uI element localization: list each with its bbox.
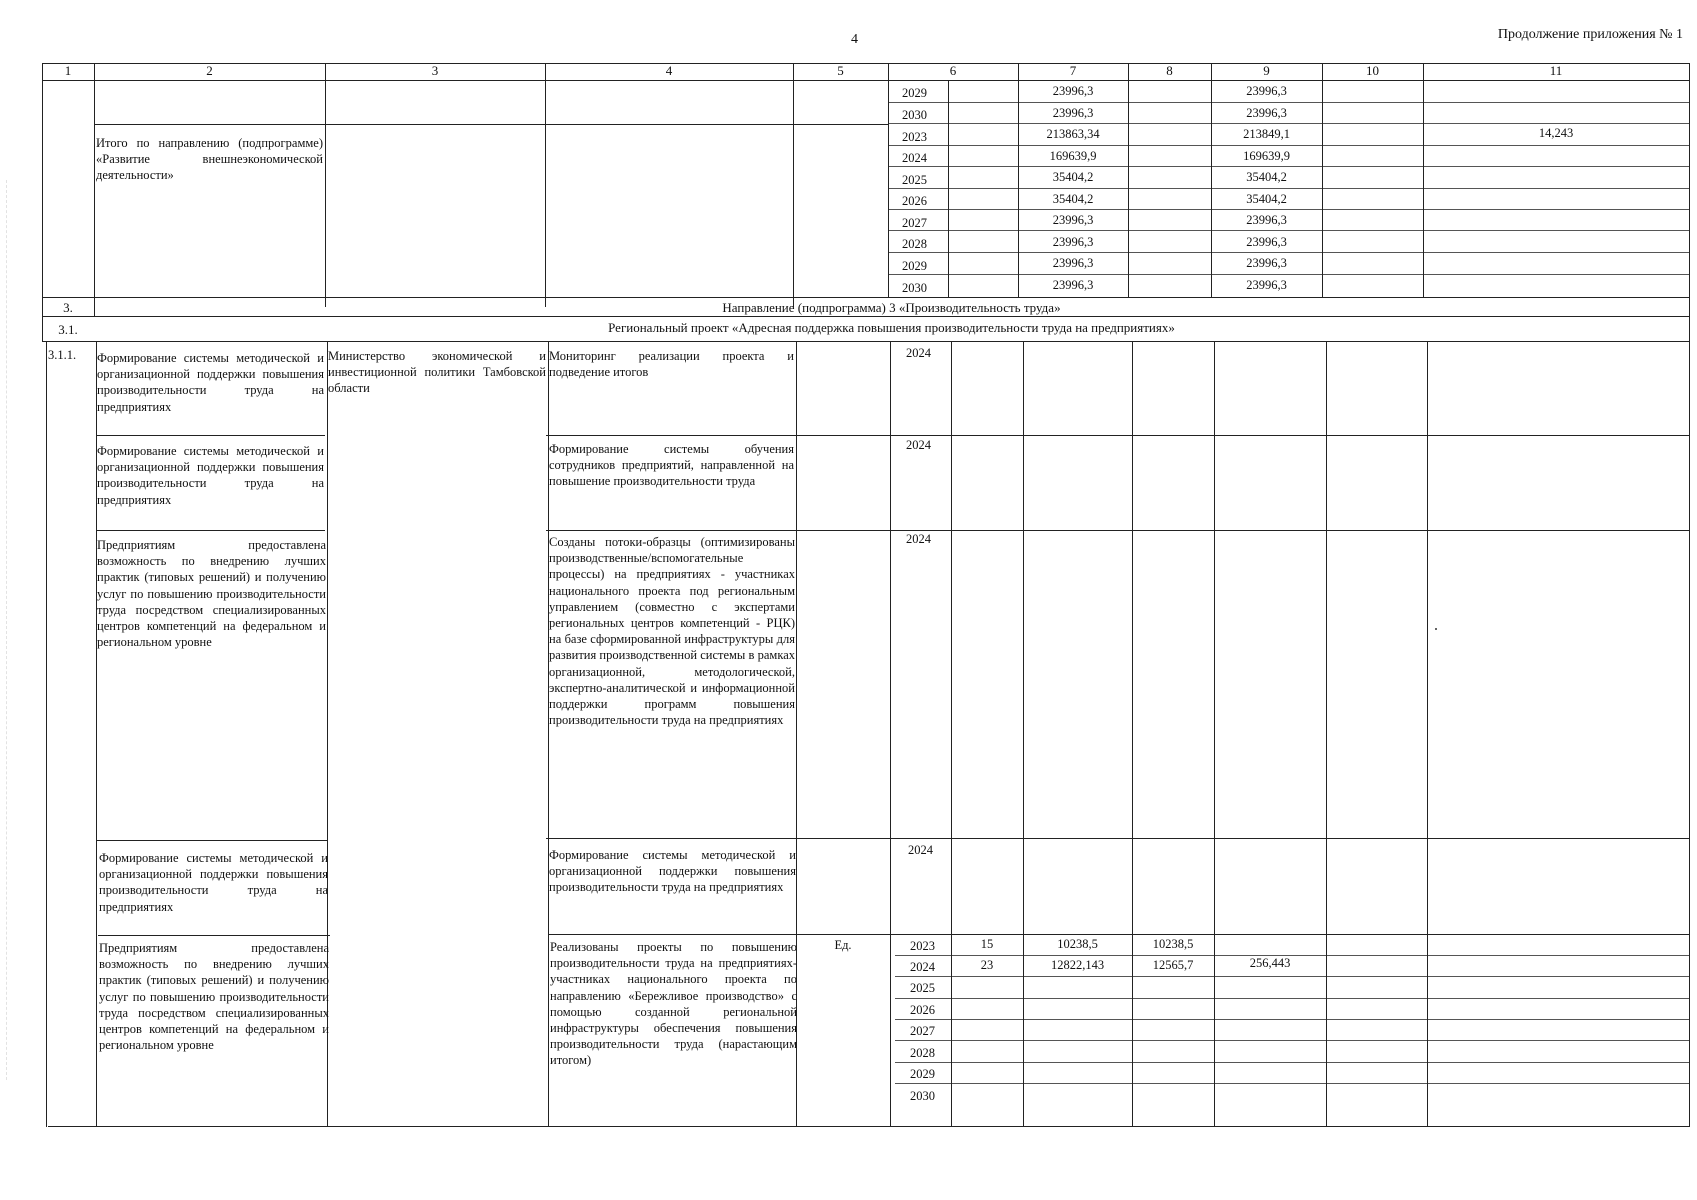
row-line bbox=[888, 102, 1690, 103]
task-name: Предприятиям предоставлена возможность по внедрению лучших практик (типовых решений) и получению услуг по повышению производительности труда посредством специализированных центров компетенций на федеральном и региональном уровне bbox=[97, 538, 326, 650]
year-cell: 2023 bbox=[910, 939, 935, 953]
col-line bbox=[890, 341, 891, 1127]
col-line bbox=[545, 63, 546, 307]
table-bottom-border bbox=[48, 1126, 1690, 1127]
row-line bbox=[546, 838, 1690, 839]
header-bottom-border bbox=[42, 80, 1690, 81]
subsection-number: 3.1. bbox=[58, 322, 78, 337]
stray-mark bbox=[1435, 628, 1437, 630]
col-line bbox=[1322, 63, 1323, 297]
value-cell: 35404,2 bbox=[1052, 170, 1094, 184]
value-cell: 35404,2 bbox=[1246, 170, 1287, 184]
row-line bbox=[42, 297, 1690, 298]
row-line bbox=[888, 209, 1690, 210]
col-line bbox=[1132, 341, 1133, 1127]
row-line bbox=[546, 530, 1690, 531]
section-number: 3. bbox=[63, 300, 73, 315]
col-line bbox=[1689, 63, 1690, 1127]
row-line bbox=[888, 166, 1690, 167]
col-header-1: 1 bbox=[64, 63, 72, 78]
value-cell: 23996,3 bbox=[1052, 278, 1094, 292]
col-line bbox=[1326, 341, 1327, 1127]
row-line bbox=[888, 230, 1690, 231]
year-cell: 2025 bbox=[910, 981, 935, 995]
row-line bbox=[888, 274, 1690, 275]
year-cell: 2030 bbox=[902, 108, 927, 122]
year-cell: 2027 bbox=[910, 1024, 935, 1038]
col-line bbox=[46, 341, 47, 1127]
value-cell: 213863,34 bbox=[1046, 127, 1100, 141]
col-line bbox=[94, 63, 95, 317]
year-cell: 2023 bbox=[902, 130, 927, 144]
value-cell: 23996,3 bbox=[1052, 235, 1094, 249]
year-cell: 2024 bbox=[906, 438, 931, 452]
scan-edge bbox=[6, 180, 7, 1080]
value-cell: 15 bbox=[980, 937, 994, 951]
col-header-8: 8 bbox=[1166, 63, 1173, 78]
row-line bbox=[96, 840, 328, 841]
year-cell: 2024 bbox=[906, 532, 931, 546]
col-line bbox=[1023, 341, 1024, 1127]
value-cell: 23996,3 bbox=[1052, 213, 1094, 227]
task-name: Формирование системы методической и организационной поддержки повышения производительности труда на предприятиях bbox=[97, 444, 324, 507]
row-line bbox=[888, 188, 1690, 189]
value-cell: 23 bbox=[980, 958, 994, 972]
col-line bbox=[951, 341, 952, 1127]
col-line bbox=[793, 63, 794, 307]
result-text: Формирование системы методической и организационной поддержки повышения производительности труда на предприятиях bbox=[549, 848, 796, 895]
year-cell: 2028 bbox=[910, 1046, 935, 1060]
col-line bbox=[1423, 63, 1424, 297]
value-cell: 35404,2 bbox=[1246, 192, 1287, 206]
row-line bbox=[96, 435, 325, 436]
value-cell: 213849,1 bbox=[1243, 127, 1290, 141]
year-cell: 2030 bbox=[910, 1089, 935, 1103]
item-number: 3.1.1. bbox=[48, 348, 77, 362]
year-cell: 2029 bbox=[910, 1067, 935, 1081]
col-header-5: 5 bbox=[837, 63, 844, 78]
task-name: Формирование системы методической и организационной поддержки повышения производительности труда на предприятиях bbox=[99, 851, 328, 914]
col-line bbox=[888, 63, 889, 297]
col-header-9: 9 bbox=[1263, 63, 1270, 78]
result-text: Созданы потоки-образцы (оптимизированы производственные/вспомогательные процессы) на предприятиях - участниках национального проекта под региональным управлением (совместно с экспертами региональных центров компетенций - РЦК) на базе сформированной инфраструктуры для развития производственной системы в рамках организационной, методологической, экспертно-аналитической и информационной поддержки программ повышения производительности труда на предприятиях bbox=[549, 535, 795, 728]
col-header-2: 2 bbox=[206, 63, 213, 78]
col-line bbox=[325, 63, 326, 307]
year-cell: 2028 bbox=[902, 237, 927, 251]
value-cell: 256,443 bbox=[1249, 956, 1291, 970]
row-line bbox=[895, 1019, 1690, 1020]
task-name: Формирование системы методической и организационной поддержки повышения производительности труда на предприятиях bbox=[97, 351, 324, 414]
value-cell: 23996,3 bbox=[1246, 213, 1287, 227]
value-cell: 23996,3 bbox=[1246, 84, 1287, 98]
row-line bbox=[96, 530, 325, 531]
page-number: 4 bbox=[851, 32, 858, 47]
value-cell: 10238,5 bbox=[1152, 937, 1194, 951]
value-cell: 169639,9 bbox=[1243, 149, 1290, 163]
value-cell: 23996,3 bbox=[1246, 106, 1287, 120]
col-header-10: 10 bbox=[1366, 63, 1379, 78]
row-line bbox=[888, 123, 1690, 124]
result-text: Мониторинг реализации проекта и подведение итогов bbox=[549, 349, 794, 380]
row-line bbox=[895, 1062, 1690, 1063]
row-line bbox=[895, 1083, 1690, 1084]
value-cell: 23996,3 bbox=[1052, 84, 1094, 98]
col-header-11: 11 bbox=[1549, 63, 1563, 78]
year-cell: 2026 bbox=[902, 194, 927, 208]
year-cell: 2024 bbox=[908, 843, 933, 857]
value-cell: 23996,3 bbox=[1246, 278, 1287, 292]
row-line bbox=[895, 1040, 1690, 1041]
value-cell: 12565,7 bbox=[1152, 958, 1194, 972]
subsection-title: Региональный проект «Адресная поддержка повышения производительности труда на предприятиях» bbox=[608, 320, 1175, 335]
col-line bbox=[1128, 63, 1129, 297]
year-cell: 2024 bbox=[910, 960, 935, 974]
year-cell: 2029 bbox=[902, 86, 927, 100]
col-line bbox=[1214, 341, 1215, 1127]
row-line bbox=[98, 935, 330, 936]
row-line bbox=[895, 998, 1690, 999]
year-cell: 2030 bbox=[902, 281, 927, 295]
col-line bbox=[1427, 341, 1428, 1127]
col-header-7: 7 bbox=[1069, 63, 1077, 78]
executor-cell: Министерство экономической и инвестиционной политики Тамбовской области bbox=[328, 349, 546, 396]
value-cell: 35404,2 bbox=[1052, 192, 1094, 206]
value-cell: 12822,143 bbox=[1050, 958, 1105, 972]
result-text: Реализованы проекты по повышению производительности труда на предприятиях-участниках национального проекта по направлению «Бережливое производство» с помощью созданной региональной инфраструктуры обеспечения повышения производительности труда (нарастающим итогом) bbox=[550, 940, 797, 1068]
col-header-6: 6 bbox=[949, 63, 957, 78]
row-line bbox=[548, 934, 1690, 935]
year-cell: 2025 bbox=[902, 173, 927, 187]
year-cell: 2026 bbox=[910, 1003, 935, 1017]
year-cell: 2024 bbox=[902, 151, 927, 165]
value-cell: 23996,3 bbox=[1246, 256, 1287, 270]
year-cell: 2029 bbox=[902, 259, 927, 273]
col-header-3: 3 bbox=[431, 63, 439, 78]
value-cell: 23996,3 bbox=[1052, 106, 1094, 120]
task-name: Предприятиям предоставлена возможность по внедрению лучших практик (типовых решений) и получению услуг по повышению производительности труда посредством специализированных центров компетенций на федеральном и региональном уровне bbox=[99, 941, 329, 1053]
section-title: Направление (подпрограмма) 3 «Производительность труда» bbox=[722, 300, 1061, 315]
row-line bbox=[895, 976, 1690, 977]
value-cell: 23996,3 bbox=[1052, 256, 1094, 270]
col-line bbox=[948, 80, 949, 297]
year-cell: 2027 bbox=[902, 216, 927, 230]
row-line bbox=[42, 341, 1690, 342]
continuation-caption: Продолжение приложения № 1 bbox=[1497, 27, 1683, 42]
row-line bbox=[94, 124, 889, 125]
value-cell: 10238,5 bbox=[1057, 937, 1098, 951]
row-line bbox=[888, 145, 1690, 146]
row-line bbox=[42, 316, 1690, 317]
row-line bbox=[546, 435, 1690, 436]
value-cell: 14,243 bbox=[1538, 126, 1574, 140]
row-line bbox=[888, 252, 1690, 253]
result-text: Формирование системы обучения сотрудников предприятий, направленной на повышение производительности труда bbox=[549, 442, 794, 489]
value-cell: 23996,3 bbox=[1246, 235, 1287, 249]
value-cell: 169639,9 bbox=[1049, 149, 1097, 163]
col-header-4: 4 bbox=[665, 63, 673, 78]
itogo-label: Итого по направлению (подпрограмме) «Развитие внешнеэкономической деятельности» bbox=[96, 136, 323, 183]
unit-cell: Ед. bbox=[834, 938, 852, 952]
year-cell: 2024 bbox=[906, 346, 931, 360]
